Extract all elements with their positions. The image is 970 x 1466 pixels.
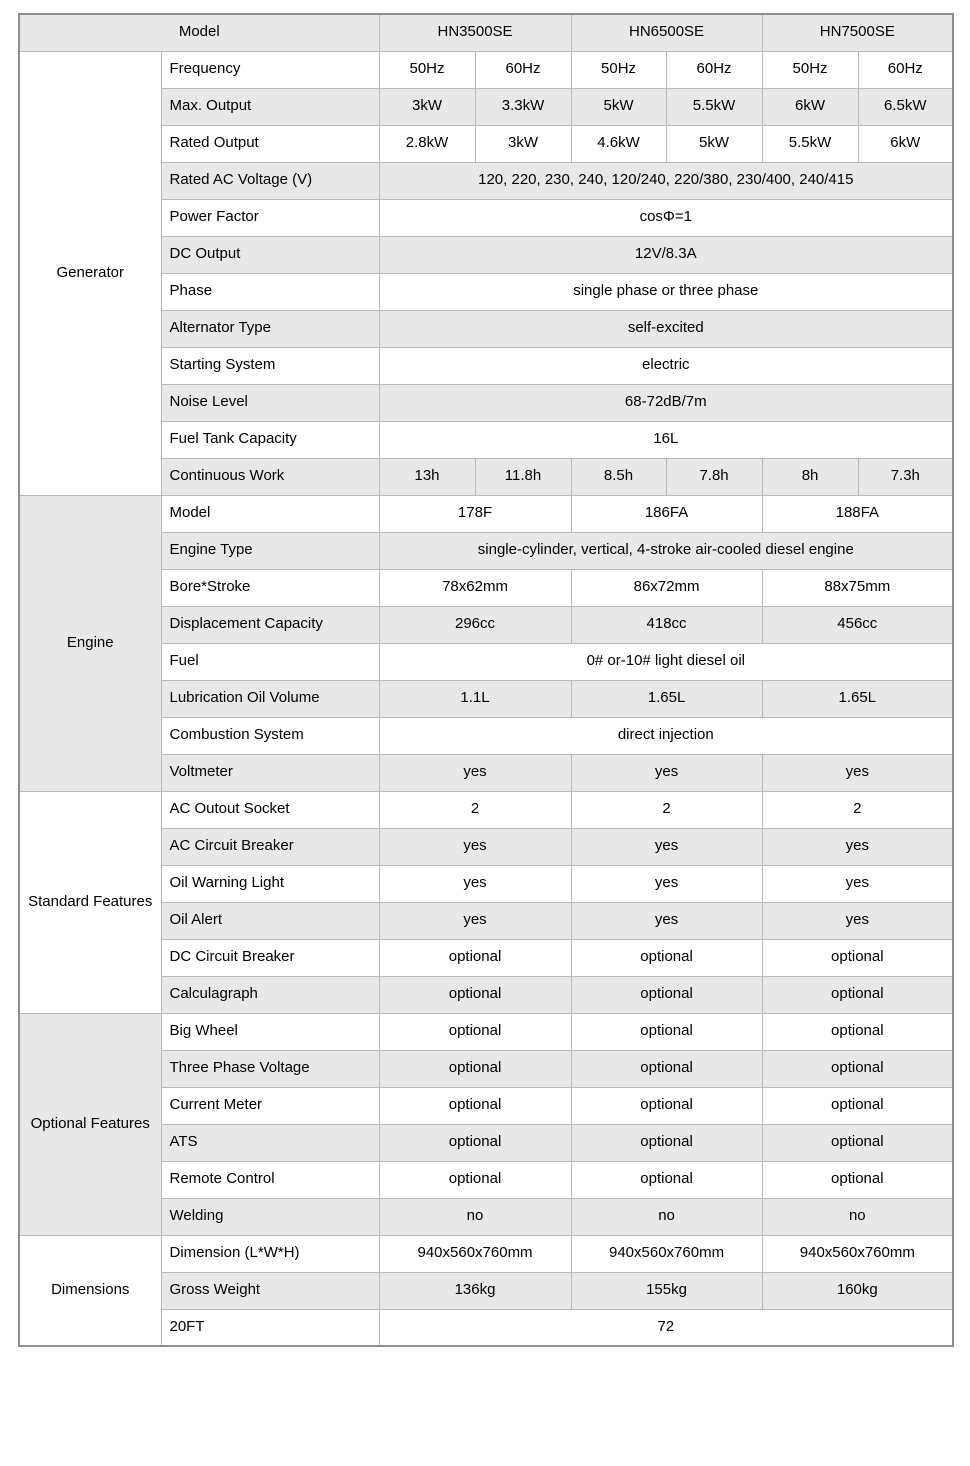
value-current-meter-1: optional	[571, 1087, 762, 1124]
row-label-dc-output: DC Output	[161, 236, 379, 273]
value-dimension-l-w-h-0: 940x560x760mm	[379, 1235, 571, 1272]
value-current-meter-2: optional	[762, 1087, 953, 1124]
value-welding-0: no	[379, 1198, 571, 1235]
value-rated-ac-voltage-v-0: 120, 220, 230, 240, 120/240, 220/380, 230/400, 240/415	[379, 162, 953, 199]
value-big-wheel-0: optional	[379, 1013, 571, 1050]
value-rated-output-5: 6kW	[858, 125, 953, 162]
value-continuous-work-5: 7.3h	[858, 458, 953, 495]
value-welding-2: no	[762, 1198, 953, 1235]
value-max-output-2: 5kW	[571, 88, 666, 125]
row-label-ats: ATS	[161, 1124, 379, 1161]
model-header-label: Model	[19, 14, 379, 51]
value-frequency-1: 60Hz	[475, 51, 571, 88]
spec-row-frequency	[19, 51, 953, 88]
value-ats-2: optional	[762, 1124, 953, 1161]
value-ac-circuit-breaker-1: yes	[571, 828, 762, 865]
spec-row-model	[19, 495, 953, 532]
value-dimension-l-w-h-2: 940x560x760mm	[762, 1235, 953, 1272]
value-bore-stroke-0: 78x62mm	[379, 569, 571, 606]
row-label-ac-outout-socket: AC Outout Socket	[161, 791, 379, 828]
value-model-0: 178F	[379, 495, 571, 532]
value-three-phase-voltage-1: optional	[571, 1050, 762, 1087]
spec-row-big-wheel	[19, 1013, 953, 1050]
value-big-wheel-2: optional	[762, 1013, 953, 1050]
value-frequency-2: 50Hz	[571, 51, 666, 88]
value-rated-output-4: 5.5kW	[762, 125, 858, 162]
value-oil-alert-0: yes	[379, 902, 571, 939]
row-label-rated-output: Rated Output	[161, 125, 379, 162]
value-three-phase-voltage-2: optional	[762, 1050, 953, 1087]
row-label-three-phase-voltage: Three Phase Voltage	[161, 1050, 379, 1087]
value-oil-warning-light-0: yes	[379, 865, 571, 902]
value-current-meter-0: optional	[379, 1087, 571, 1124]
value-calculagraph-1: optional	[571, 976, 762, 1013]
value-displacement-capacity-0: 296cc	[379, 606, 571, 643]
value-max-output-5: 6.5kW	[858, 88, 953, 125]
spec-row-ac-outout-socket	[19, 791, 953, 828]
model-header-hn6500se: HN6500SE	[571, 14, 762, 51]
row-label-remote-control: Remote Control	[161, 1161, 379, 1198]
value-alternator-type-0: self-excited	[379, 310, 953, 347]
value-gross-weight-0: 136kg	[379, 1272, 571, 1309]
section-label-standard-features: Standard Features	[19, 791, 161, 1013]
row-label-voltmeter: Voltmeter	[161, 754, 379, 791]
row-label-oil-warning-light: Oil Warning Light	[161, 865, 379, 902]
value-frequency-4: 50Hz	[762, 51, 858, 88]
row-label-power-factor: Power Factor	[161, 199, 379, 236]
row-label-welding: Welding	[161, 1198, 379, 1235]
value-continuous-work-4: 8h	[762, 458, 858, 495]
value-dc-circuit-breaker-2: optional	[762, 939, 953, 976]
row-label-alternator-type: Alternator Type	[161, 310, 379, 347]
value-rated-output-3: 5kW	[666, 125, 762, 162]
row-label-engine-type: Engine Type	[161, 532, 379, 569]
value-combustion-system-0: direct injection	[379, 717, 953, 754]
row-label-bore-stroke: Bore*Stroke	[161, 569, 379, 606]
value-rated-output-2: 4.6kW	[571, 125, 666, 162]
row-label-starting-system: Starting System	[161, 347, 379, 384]
row-label-continuous-work: Continuous Work	[161, 458, 379, 495]
value-model-2: 188FA	[762, 495, 953, 532]
section-label-optional-features: Optional Features	[19, 1013, 161, 1235]
value-noise-level-0: 68-72dB/7m	[379, 384, 953, 421]
value-gross-weight-2: 160kg	[762, 1272, 953, 1309]
value-max-output-4: 6kW	[762, 88, 858, 125]
value-dc-circuit-breaker-1: optional	[571, 939, 762, 976]
value-dimension-l-w-h-1: 940x560x760mm	[571, 1235, 762, 1272]
row-label-ac-circuit-breaker: AC Circuit Breaker	[161, 828, 379, 865]
row-label-dimension-l-w-h: Dimension (L*W*H)	[161, 1235, 379, 1272]
value-calculagraph-2: optional	[762, 976, 953, 1013]
row-label-rated-ac-voltage-v: Rated AC Voltage (V)	[161, 162, 379, 199]
row-label-model: Model	[161, 495, 379, 532]
value-gross-weight-1: 155kg	[571, 1272, 762, 1309]
section-label-dimensions: Dimensions	[19, 1235, 161, 1346]
value-frequency-3: 60Hz	[666, 51, 762, 88]
value-lubrication-oil-volume-1: 1.65L	[571, 680, 762, 717]
row-label-frequency: Frequency	[161, 51, 379, 88]
row-label-displacement-capacity: Displacement Capacity	[161, 606, 379, 643]
value-ac-outout-socket-2: 2	[762, 791, 953, 828]
value-oil-warning-light-1: yes	[571, 865, 762, 902]
section-label-engine: Engine	[19, 495, 161, 791]
value-phase-0: single phase or three phase	[379, 273, 953, 310]
value-dc-circuit-breaker-0: optional	[379, 939, 571, 976]
row-label-noise-level: Noise Level	[161, 384, 379, 421]
value-ac-outout-socket-0: 2	[379, 791, 571, 828]
row-label-lubrication-oil-volume: Lubrication Oil Volume	[161, 680, 379, 717]
row-label-20ft: 20FT	[161, 1309, 379, 1346]
model-header-hn3500se: HN3500SE	[379, 14, 571, 51]
value-ac-circuit-breaker-2: yes	[762, 828, 953, 865]
value-ac-circuit-breaker-0: yes	[379, 828, 571, 865]
row-label-gross-weight: Gross Weight	[161, 1272, 379, 1309]
value-oil-alert-1: yes	[571, 902, 762, 939]
spec-table-body	[19, 51, 953, 1346]
value-power-factor-0: cosΦ=1	[379, 199, 953, 236]
value-continuous-work-0: 13h	[379, 458, 475, 495]
row-label-current-meter: Current Meter	[161, 1087, 379, 1124]
value-voltmeter-0: yes	[379, 754, 571, 791]
value-fuel-0: 0# or-10# light diesel oil	[379, 643, 953, 680]
value-max-output-0: 3kW	[379, 88, 475, 125]
value-oil-alert-2: yes	[762, 902, 953, 939]
value-model-1: 186FA	[571, 495, 762, 532]
value-displacement-capacity-1: 418cc	[571, 606, 762, 643]
header-row	[19, 14, 953, 51]
value-continuous-work-1: 11.8h	[475, 458, 571, 495]
value-dc-output-0: 12V/8.3A	[379, 236, 953, 273]
value-frequency-5: 60Hz	[858, 51, 953, 88]
spec-row-dimension-l-w-h	[19, 1235, 953, 1272]
value-max-output-3: 5.5kW	[666, 88, 762, 125]
value-voltmeter-2: yes	[762, 754, 953, 791]
value-frequency-0: 50Hz	[379, 51, 475, 88]
row-label-calculagraph: Calculagraph	[161, 976, 379, 1013]
value-continuous-work-3: 7.8h	[666, 458, 762, 495]
value-rated-output-1: 3kW	[475, 125, 571, 162]
value-fuel-tank-capacity-0: 16L	[379, 421, 953, 458]
value-remote-control-2: optional	[762, 1161, 953, 1198]
value-displacement-capacity-2: 456cc	[762, 606, 953, 643]
section-label-generator: Generator	[19, 51, 161, 495]
value-lubrication-oil-volume-0: 1.1L	[379, 680, 571, 717]
row-label-dc-circuit-breaker: DC Circuit Breaker	[161, 939, 379, 976]
value-bore-stroke-2: 88x75mm	[762, 569, 953, 606]
value-big-wheel-1: optional	[571, 1013, 762, 1050]
row-label-fuel: Fuel	[161, 643, 379, 680]
value-ats-1: optional	[571, 1124, 762, 1161]
value-rated-output-0: 2.8kW	[379, 125, 475, 162]
value-engine-type-0: single-cylinder, vertical, 4-stroke air-cooled diesel engine	[379, 532, 953, 569]
value-20ft-0: 72	[379, 1309, 953, 1346]
value-max-output-1: 3.3kW	[475, 88, 571, 125]
value-oil-warning-light-2: yes	[762, 865, 953, 902]
value-remote-control-0: optional	[379, 1161, 571, 1198]
row-label-fuel-tank-capacity: Fuel Tank Capacity	[161, 421, 379, 458]
generator-spec-table	[18, 13, 954, 1347]
value-bore-stroke-1: 86x72mm	[571, 569, 762, 606]
value-lubrication-oil-volume-2: 1.65L	[762, 680, 953, 717]
value-three-phase-voltage-0: optional	[379, 1050, 571, 1087]
value-starting-system-0: electric	[379, 347, 953, 384]
value-voltmeter-1: yes	[571, 754, 762, 791]
value-ac-outout-socket-1: 2	[571, 791, 762, 828]
value-ats-0: optional	[379, 1124, 571, 1161]
row-label-oil-alert: Oil Alert	[161, 902, 379, 939]
row-label-max-output: Max. Output	[161, 88, 379, 125]
model-header-hn7500se: HN7500SE	[762, 14, 953, 51]
row-label-big-wheel: Big Wheel	[161, 1013, 379, 1050]
row-label-phase: Phase	[161, 273, 379, 310]
value-welding-1: no	[571, 1198, 762, 1235]
value-calculagraph-0: optional	[379, 976, 571, 1013]
row-label-combustion-system: Combustion System	[161, 717, 379, 754]
value-continuous-work-2: 8.5h	[571, 458, 666, 495]
value-remote-control-1: optional	[571, 1161, 762, 1198]
